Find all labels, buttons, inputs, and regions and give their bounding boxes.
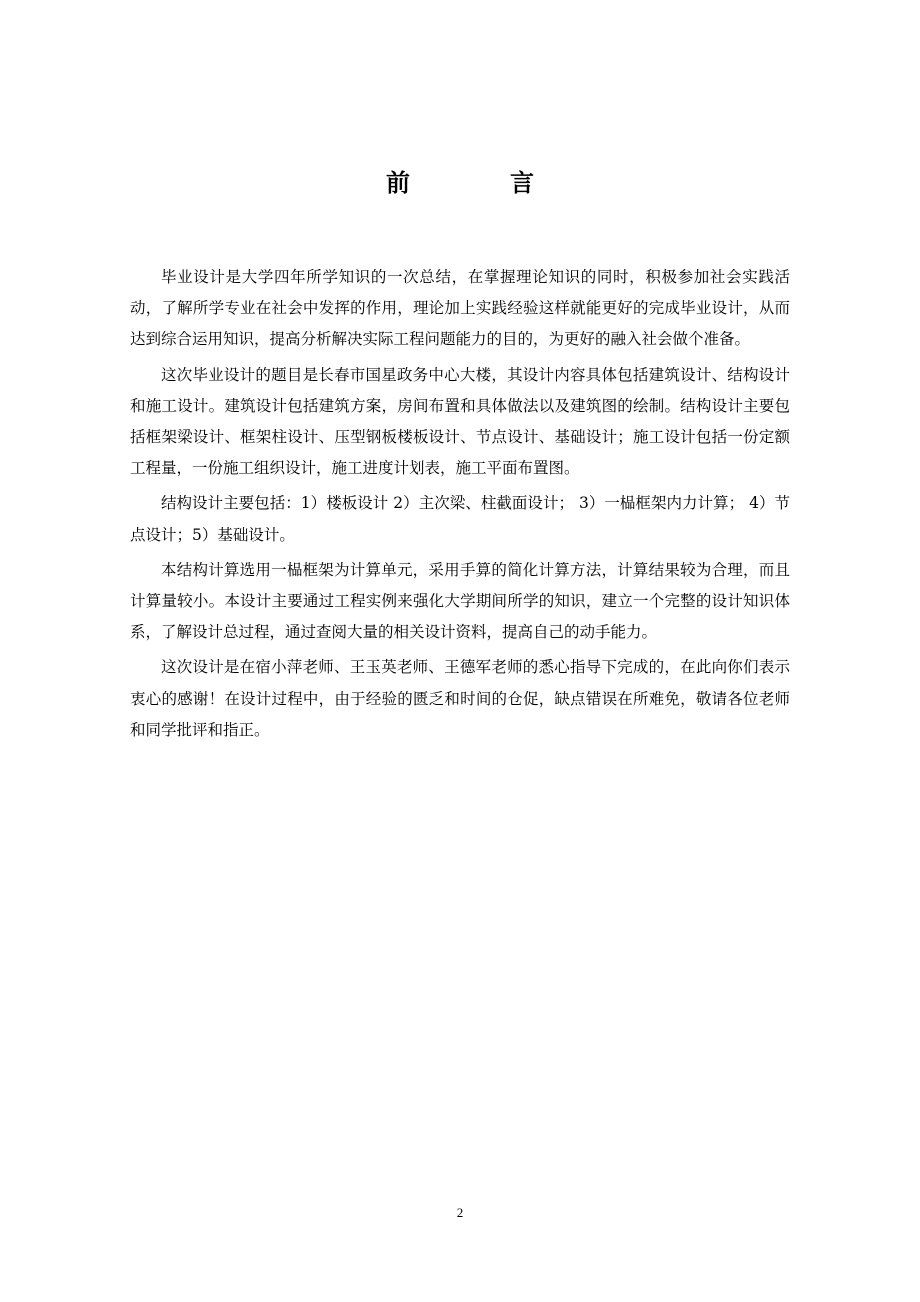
page-title: 前 言: [386, 168, 572, 197]
paragraph-3: 结构设计主要包括：1）楼板设计 2）主次梁、柱截面设计； 3）一榀框架内力计算； 4）节点设计；5）基础设计。: [130, 494, 790, 544]
preface-body: [130, 262, 790, 750]
paragraph-5: 这次设计是在宿小萍老师、王玉英老师、王德军老师的悉心指导下完成的，在此向你们表示衷心的感谢！在设计过程中，由于经验的匮乏和时间的仓促，缺点错误在所难免，敬请各位老师和同学批评和指正。: [130, 658, 790, 739]
paragraph-4: 本结构计算选用一榀框架为计算单元，采用手算的简化计算方法，计算结果较为合理，而且计算量较小。本设计主要通过工程实例来强化大学期间所学的知识，建立一个完整的设计知识体系，了解设计总过程，通过查阅大量的相关设计资料，提高自己的动手能力。: [130, 560, 790, 642]
paragraph-1: 毕业设计是大学四年所学知识的一次总结，在掌握理论知识的同时，积极参加社会实践活动，了解所学专业在社会中发挥的作用，理论加上实践经验这样就能更好的完成毕业设计，从而达到综合运用知识，提高分析解决实际工程问题能力的目的，为更好的融入社会做个准备。: [130, 268, 790, 349]
page-number: 2: [456, 1205, 464, 1220]
paragraph-2: 这次毕业设计的题目是长春市国星政务中心大楼，其设计内容具体包括建筑设计、结构设计和施工设计。建筑设计包括建筑方案，房间布置和具体做法以及建筑图的绘制。结构设计主要包括框架梁设计、框架柱设计、压型钢板楼板设计、节点设计、基础设计；施工设计包括一份定额工程量，一份施工组织设计，施工进度计划表，施工平面布置图。: [130, 365, 790, 478]
